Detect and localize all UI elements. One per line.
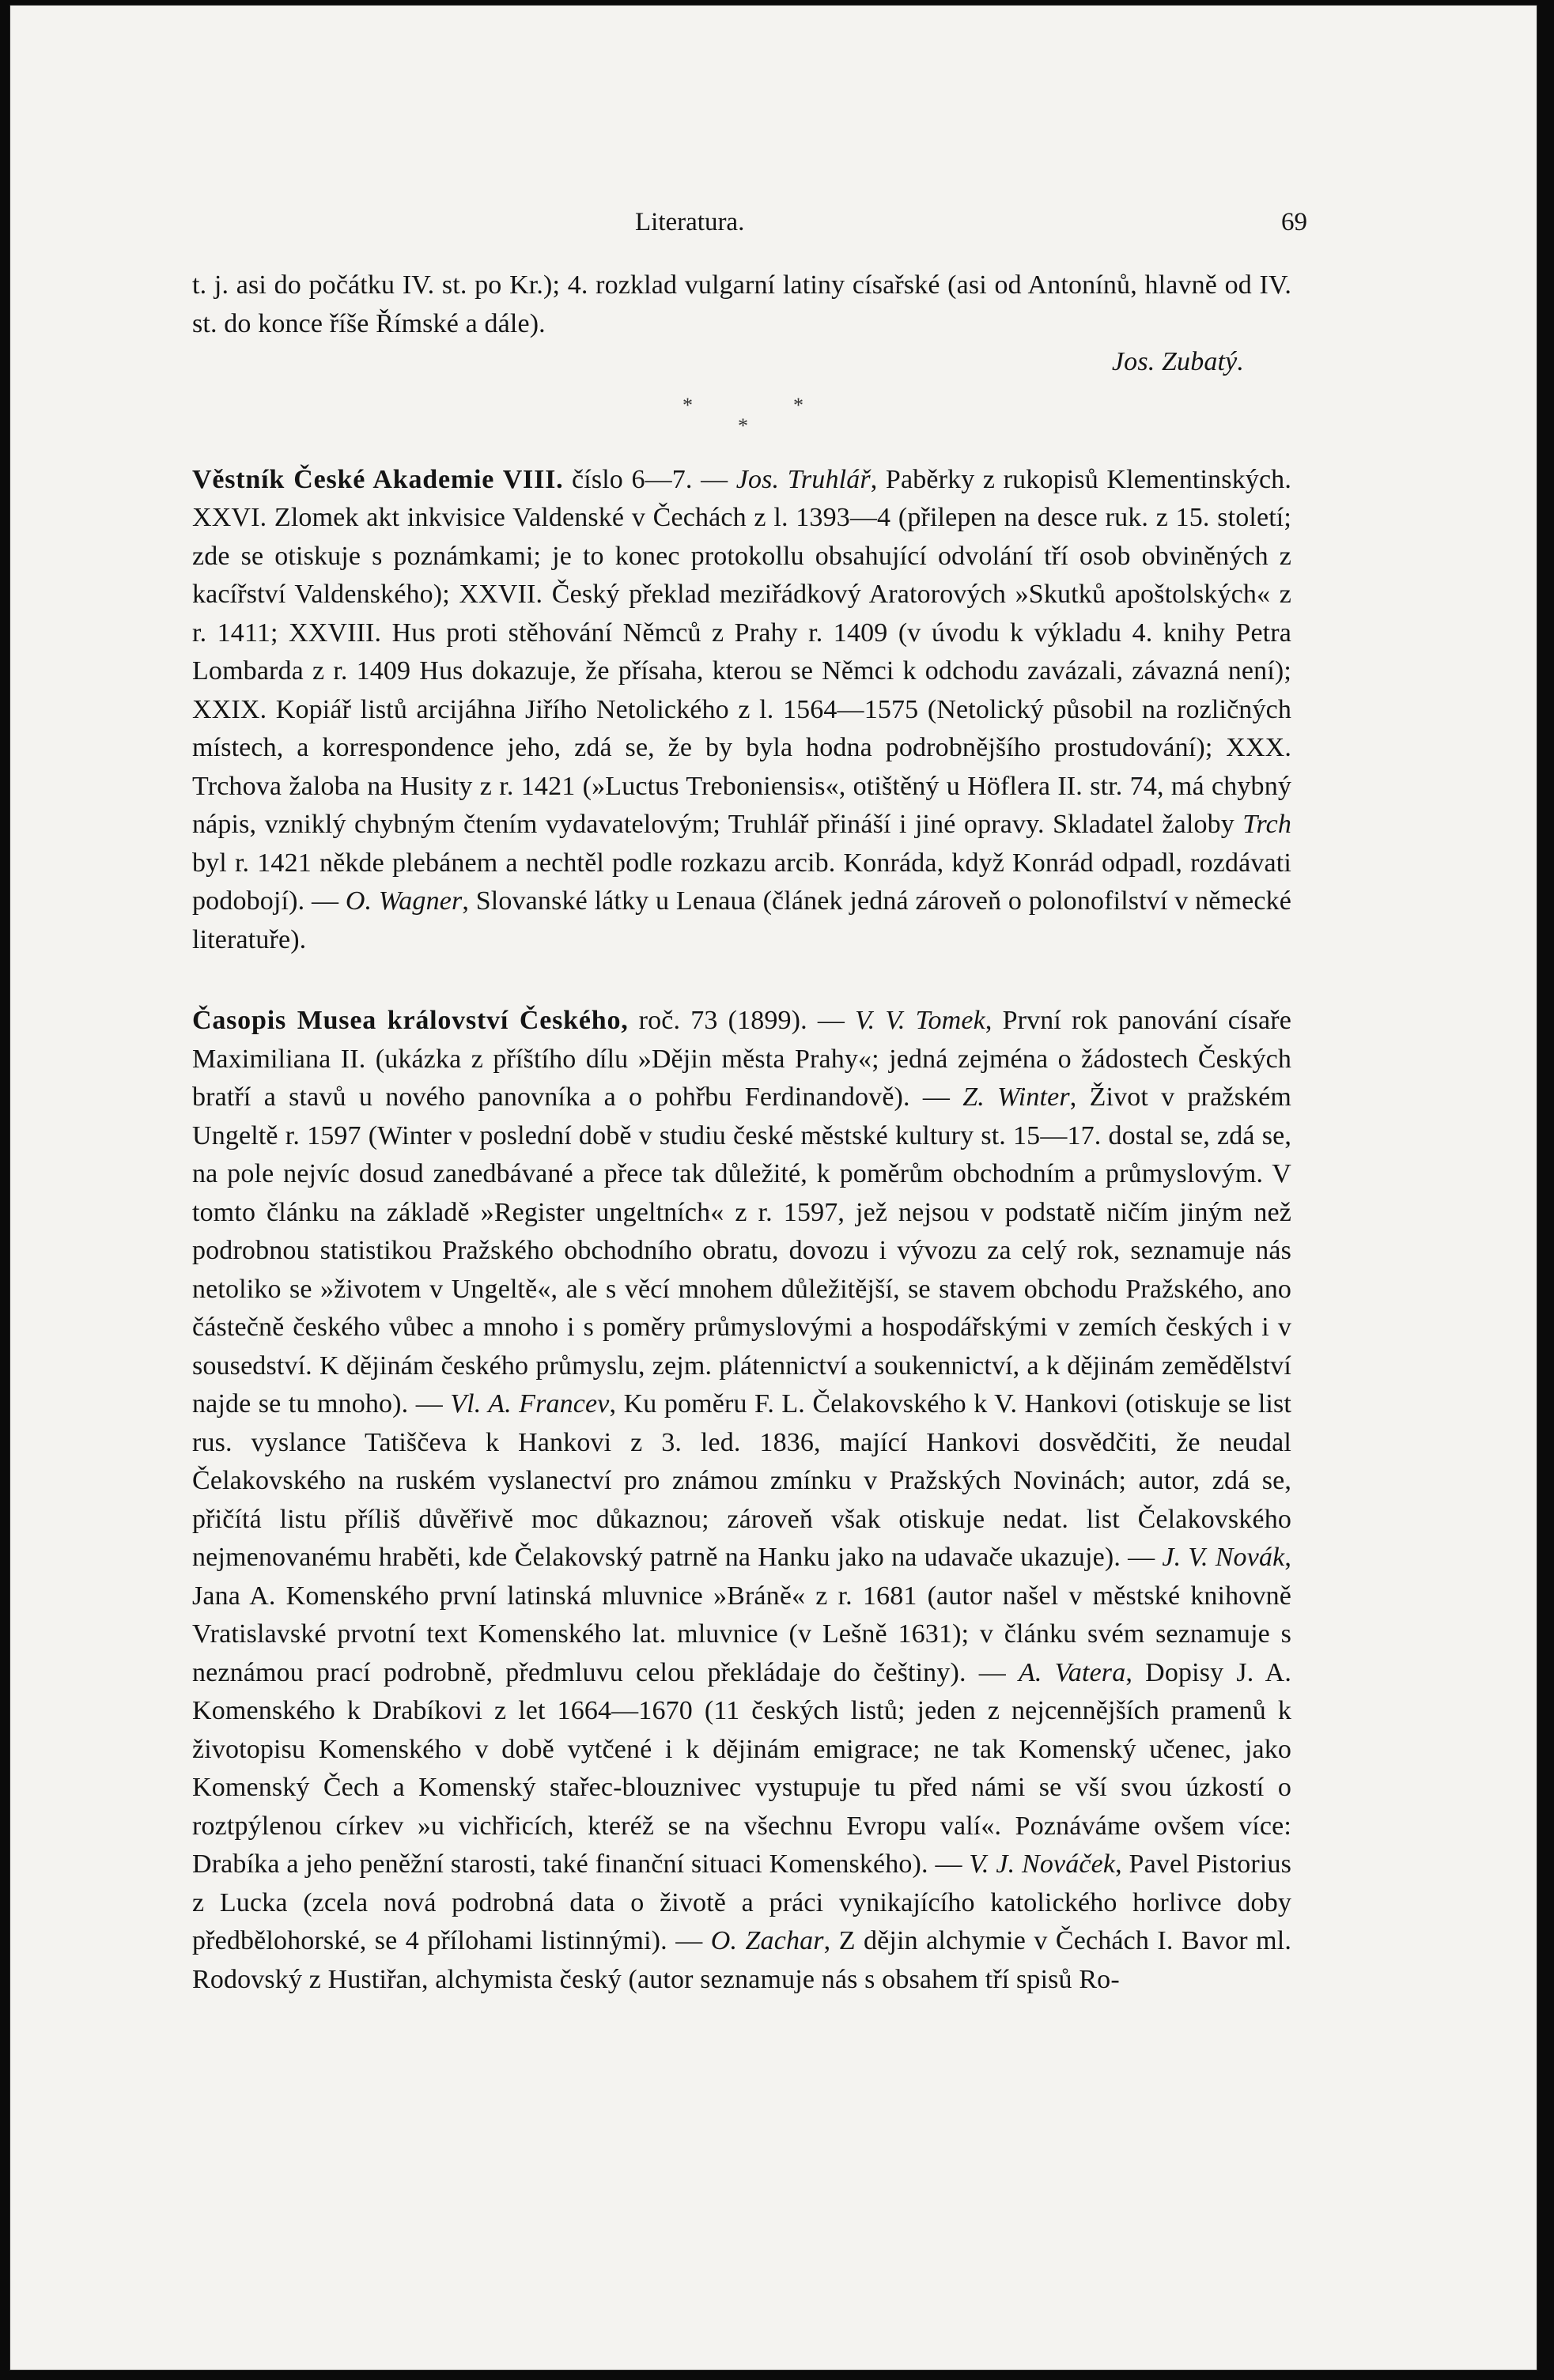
journal-title: Věstník České Akademie VIII. xyxy=(192,464,564,494)
author-name: Jos. Truhlář xyxy=(735,464,871,494)
entry-text: , Život v pražském Ungeltě r. 1597 (Winter v poslední době v studiu české městské kultury st. 15—17. dostal se, zdá se, na pole nejvíc dosud zanedbávané a přece tak důležité, k poměrům obchodním a průmyslovým. V tomto článku na základě »Register ungeltních« z r. 1597, jež nejsou v podstatě ničím jiným než podrobnou statistikou Pražského obchodního obratu, dovozu i vývozu za celý rok, seznamuje nás netoliko se »životem v Ungeltě«, ale s věcí mnohem důležitější, se stavem obchodu Pražského, ano částečně českého vůbec a mnoho i s poměry průmyslovými a hospodářskými v zemích českých i v sousedství. K dějinám českého průmyslu, zejm. plátennictví a soukennictví, a k dějinám zemědělství najde se tu mnoho). — xyxy=(192,1082,1291,1419)
author-name: V. V. Tomek xyxy=(855,1006,985,1035)
signature: Jos. Zubatý. xyxy=(1111,347,1244,376)
page-number: 69 xyxy=(1281,208,1307,236)
author-name: J. V. Novák xyxy=(1162,1543,1285,1572)
entry-text: roč. 73 (1899). — xyxy=(628,1006,856,1035)
intro-paragraph: t. j. asi do počátku IV. st. po Kr.); 4. rozklad vulgarní latiny císařské (asi od Antonínů, hlavně od IV. st. do konce říše Římské a dále). xyxy=(192,270,1291,338)
entry-text: číslo 6—7. — xyxy=(563,464,736,494)
author-name: Z. Winter xyxy=(962,1082,1070,1112)
entry-text: , Pavel Pistorius z Lucka (zcela nová podrobná data o životě a práci vynikajícího katolického horlivce doby předbělohorské, se 4 přílohami listinnými). — xyxy=(192,1849,1292,1955)
entry-text: byl r. 1421 někde plebánem a nechtěl podle rozkazu arcib. Konráda, když Konrád odpadl, rozdávati podobojí). — xyxy=(192,848,1291,916)
star-bottom: * xyxy=(738,414,749,437)
page-body xyxy=(192,266,1291,1999)
author-name: Vl. A. Francev xyxy=(450,1389,610,1419)
entry-text: , Dopisy J. A. Komenského k Drabíkovi z let 1664—1670 (11 českých listů; jeden z nejcennějších pramenů k životopisu Komenského v době vytčené i k dějinám emigrace; ne tak Komenský učenec, jako Komenský Čech a Komenský stařec-blouznivec vystupuje tu před námi se vší svou úzkostí o roztpýlenou církev »u vichřicích, kteréž se na všechnu Evropu valí«. Poznáváme ovšem více: Drabíka a jeho peněžní starosti, také finanční situaci Komenského). — xyxy=(192,1657,1291,1879)
entry-text: , Slovanské látky u Lenaua (článek jedná zároveň o polonofilství v německé literatuře). xyxy=(192,886,1291,954)
journal-title: Časopis Musea království Českého, xyxy=(192,1006,629,1035)
vestnik-entry xyxy=(192,461,1291,960)
author-name: V. J. Nováček xyxy=(969,1849,1116,1879)
author-name: O. Wagner xyxy=(345,886,463,916)
entry-text: , První rok panování císaře Maximiliana II. (ukázka z příštího dílu »Dějin města Prahy«; jedná zejména o žádostech Českých bratří a stavů u nového panovníka a o pohřbu Ferdinandově). — xyxy=(192,1006,1291,1112)
book-page xyxy=(9,5,1537,2371)
entry-text: , Z dějin alchymie v Čechách I. Bavor ml. Rodovský z Hustiřan, alchymista český (autor seznamuje nás s obsahem tří spisů Ro- xyxy=(192,1926,1291,1994)
section-separator xyxy=(192,382,1291,437)
author-name: O. Zachar xyxy=(710,1926,824,1955)
casopis-entry xyxy=(192,1002,1291,1999)
star-left: * xyxy=(682,393,694,417)
entry-text: , Paběrky z rukopisů Klementinských. XXVI. Zlomek akt inkvisice Valdenské v Čechách z l. 1393—4 (přilepen na desce ruk. z 15. století; zde se otiskuje s poznámkami; je to konec protokollu obsahující odvolání tří osob obviněných z kacířství Valdenského); XXVII. Český překlad meziřádkový Aratorových »Skutků apoštolských« z r. 1411; XXVIII. Hus proti stěhování Němců z Prahy r. 1409 (v úvodu k výkladu 4. knihy Petra Lombarda z r. 1409 Hus dokazuje, že přísaha, kterou se Němci k odchodu zavázali, závazná není); XXIX. Kopiář listů arcijáhna Jiřího Netolického z l. 1564—1575 (Netolický působil na rozličných místech, a korrespondence jeho, zdá se, že by byla hodna podrobnějšího prostudování); XXX. Trchova žaloba na Husity z r. 1421 (»Luctus Treboniensis«, otištěný u Höflera II. str. 74, má chybný nápis, vzniklý chybným čtením vydavatelovým; Truhlář přináší i jiné opravy. Skladatel žaloby xyxy=(192,464,1291,839)
star-right: * xyxy=(793,393,804,417)
author-name: Trch xyxy=(1242,810,1291,839)
running-title: Literatura. xyxy=(635,208,745,236)
author-name: A. Vatera xyxy=(1018,1657,1126,1687)
entry-text: , Ku poměru F. L. Čelakovského k V. Hankovi (otiskuje se list rus. vyslance Tatiščeva k Hankovi z 3. led. 1836, mající Hankovi dosvědčiti, že neudal Čelakovského na ruském vyslanectví pro známou zmínku v Pražských Novinách; autor, zdá se, přičítá listu příliš důvěřivě moc důkaznou; zároveň však otiskuje nedat. list Čelakovského nejmenovanému hraběti, kde Čelakovský patrně na Hanku jako na udavače ukazuje). — xyxy=(192,1389,1292,1572)
entry-text: , Jana A. Komenského první latinská mluvnice »Bráně« z r. 1681 (autor našel v městské knihovně Vratislavské prvotní text Komenského lat. mluvnice (v Lešně 1631); v článku svém seznamuje s neznámou prací podrobně, předmluvu celou překládaje do češtiny). — xyxy=(192,1543,1291,1687)
